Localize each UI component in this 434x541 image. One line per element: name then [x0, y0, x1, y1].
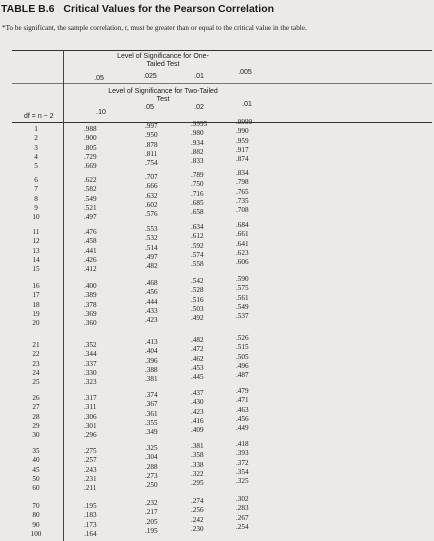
df-value: 26: [32, 394, 40, 402]
critical-value: .349: [145, 428, 158, 437]
critical-value: .811: [145, 149, 158, 158]
df-value: 29: [32, 421, 40, 430]
two-tailed-level-02: .02: [194, 104, 204, 111]
df-value: 28: [32, 412, 40, 421]
df-value: 35: [32, 447, 40, 455]
critical-value: .426: [84, 255, 97, 264]
top-rule: [12, 50, 432, 51]
critical-value: .361: [145, 409, 158, 418]
critical-value: .561: [236, 293, 249, 302]
df-value: 18: [32, 300, 40, 309]
df-value: 2: [34, 134, 38, 143]
critical-value: .295: [191, 479, 204, 488]
critical-value: .988: [84, 125, 97, 133]
critical-value: .980: [191, 129, 204, 138]
critical-value: .441: [84, 246, 97, 255]
one-tailed-level-01: .01: [194, 73, 204, 80]
critical-value: .708: [236, 206, 249, 215]
critical-value: .354: [236, 467, 249, 476]
df-value: 22: [32, 350, 40, 359]
critical-value: .9995: [191, 120, 208, 128]
df-value: 8: [34, 194, 38, 203]
critical-value: .582: [84, 185, 97, 194]
df-column-rule: [63, 50, 64, 541]
critical-value: .449: [236, 424, 249, 433]
critical-value: .789: [191, 171, 204, 179]
critical-value: .325: [145, 444, 158, 452]
critical-value: .323: [84, 378, 97, 387]
df-value: 45: [32, 465, 40, 474]
critical-value: .296: [84, 431, 97, 440]
one-tailed-rule: [12, 83, 432, 84]
critical-value: .765: [236, 187, 249, 196]
critical-value: .404: [145, 347, 158, 356]
df-value: 11: [32, 228, 40, 236]
df-value: 14: [32, 255, 40, 264]
critical-value: .479: [236, 387, 249, 395]
critical-value: .400: [84, 282, 97, 290]
critical-value: .273: [145, 471, 158, 480]
critical-value: .472: [191, 345, 204, 354]
critical-value: .374: [145, 391, 158, 399]
df-value: 5: [34, 162, 38, 171]
critical-value: .355: [145, 418, 158, 427]
table-caption: Critical Values for the Pearson Correlation: [63, 3, 275, 15]
critical-value: .369: [84, 309, 97, 318]
table-number: TABLE B.6: [1, 3, 55, 15]
critical-value: .275: [84, 447, 97, 455]
df-value: 90: [32, 520, 40, 529]
critical-value: .707: [145, 173, 158, 181]
critical-value: .468: [145, 279, 158, 287]
critical-value: .453: [191, 363, 204, 372]
critical-value: .503: [191, 304, 204, 313]
critical-value: .798: [236, 178, 249, 187]
critical-value: .423: [145, 316, 158, 325]
critical-value: .344: [84, 350, 97, 359]
df-value: 25: [32, 378, 40, 387]
critical-value: .729: [84, 152, 97, 161]
critical-value: .242: [191, 515, 204, 524]
df-value: 24: [32, 368, 40, 377]
critical-value: .381: [145, 375, 158, 384]
one-tailed-level-025: .025: [143, 73, 157, 80]
critical-value: .735: [236, 196, 249, 205]
df-value: 17: [32, 291, 40, 300]
critical-value: .306: [84, 412, 97, 421]
critical-value: .482: [191, 336, 204, 344]
critical-value: .274: [191, 497, 204, 505]
df-value: 13: [32, 246, 40, 255]
critical-value: .515: [236, 343, 249, 352]
critical-value: .476: [84, 228, 97, 236]
critical-value: .878: [145, 140, 158, 149]
critical-value: .754: [145, 159, 158, 168]
critical-value: .164: [84, 529, 97, 538]
critical-value: .684: [236, 221, 249, 229]
critical-value: .302: [236, 495, 249, 503]
df-value: 30: [32, 431, 40, 440]
critical-value: .413: [145, 338, 158, 346]
significance-note: *To be significant, the sample correlation, r, must be greater than or equal to the critical value in the table.: [2, 24, 307, 32]
df-value: 50: [32, 474, 40, 483]
critical-value: .950: [145, 131, 158, 140]
critical-value: .606: [236, 258, 249, 267]
critical-value: .311: [84, 403, 97, 412]
critical-value: .874: [236, 155, 249, 164]
df-value: 16: [32, 282, 40, 290]
critical-value: .250: [145, 481, 158, 490]
critical-value: .997: [145, 122, 158, 130]
critical-value: .195: [145, 526, 158, 535]
critical-value: .288: [145, 462, 158, 471]
critical-value: .423: [191, 407, 204, 416]
critical-value: .389: [84, 291, 97, 300]
critical-value: .372: [236, 458, 249, 467]
critical-value: .396: [145, 356, 158, 365]
critical-value: .716: [191, 189, 204, 198]
critical-value: .322: [191, 469, 204, 478]
critical-value: .549: [236, 302, 249, 311]
critical-value: .934: [191, 138, 204, 147]
critical-value: .521: [84, 203, 97, 212]
critical-value: .416: [191, 416, 204, 425]
critical-value: .254: [236, 522, 249, 531]
critical-value: .257: [84, 456, 97, 465]
df-value: 10: [32, 213, 40, 222]
critical-value: .256: [191, 506, 204, 515]
critical-value: .505: [236, 352, 249, 361]
critical-value: .750: [191, 180, 204, 189]
df-value: 60: [32, 484, 40, 493]
critical-value: .330: [84, 368, 97, 377]
one-tailed-header: Level of Significance for One-Tailed Test: [117, 53, 209, 68]
critical-value: .230: [191, 524, 204, 533]
critical-value: .575: [236, 284, 249, 293]
one-tailed-level-005: .005: [238, 69, 252, 76]
critical-value: .456: [236, 414, 249, 423]
df-value: 19: [32, 309, 40, 318]
critical-value: .492: [191, 314, 204, 323]
critical-value: .542: [191, 277, 204, 285]
critical-value: .558: [191, 260, 204, 269]
two-tailed-header: Level of Significance for Two-Tailed Test: [108, 88, 218, 103]
critical-value: .990: [236, 127, 249, 136]
critical-value: .388: [145, 365, 158, 374]
critical-value: .337: [84, 359, 97, 368]
critical-value: .418: [236, 440, 249, 448]
df-value: 1: [34, 125, 38, 133]
critical-value: .661: [236, 230, 249, 239]
critical-value: .205: [145, 517, 158, 526]
critical-value: .622: [84, 176, 97, 184]
critical-value: .217: [145, 508, 158, 517]
critical-value: .882: [191, 147, 204, 156]
critical-value: .243: [84, 465, 97, 474]
critical-value: .623: [236, 248, 249, 257]
df-value: 100: [30, 529, 42, 538]
critical-value: .574: [191, 250, 204, 259]
df-value: 23: [32, 359, 40, 368]
critical-value: .666: [145, 182, 158, 191]
df-value: 70: [32, 502, 40, 510]
critical-value: .183: [84, 511, 97, 520]
critical-value: .471: [236, 396, 249, 405]
critical-value: .634: [191, 223, 204, 231]
critical-value: .482: [145, 262, 158, 271]
critical-value: .900: [84, 134, 97, 143]
critical-value: .211: [84, 484, 97, 493]
critical-value: .590: [236, 275, 249, 283]
df-value: 12: [32, 237, 40, 246]
critical-value: .437: [191, 389, 204, 397]
critical-value: .381: [191, 442, 204, 450]
critical-value: .834: [236, 169, 249, 177]
critical-value: .456: [145, 288, 158, 297]
critical-value: .612: [191, 232, 204, 241]
critical-value: .833: [191, 157, 204, 166]
critical-value: .445: [191, 373, 204, 382]
critical-value: .458: [84, 237, 97, 246]
df-value: 21: [32, 341, 40, 349]
critical-value: .301: [84, 421, 97, 430]
critical-value: .393: [236, 449, 249, 458]
critical-value: .352: [84, 341, 97, 349]
critical-value: .526: [236, 334, 249, 342]
critical-value: .592: [191, 241, 204, 250]
critical-value: .669: [84, 162, 97, 171]
critical-value: .537: [236, 312, 249, 321]
critical-value: .433: [145, 306, 158, 315]
critical-value: .9999: [236, 118, 253, 126]
critical-value: .409: [191, 426, 204, 435]
df-value: 9: [34, 203, 38, 212]
critical-value: .231: [84, 474, 97, 483]
two-tailed-level-10: .10: [96, 109, 106, 116]
critical-value: .430: [191, 398, 204, 407]
df-value: 20: [32, 319, 40, 328]
critical-value: .632: [145, 191, 158, 200]
critical-value: .360: [84, 319, 97, 328]
critical-value: .917: [236, 145, 249, 154]
one-tailed-level-05: .05: [94, 75, 104, 82]
critical-value: .232: [145, 499, 158, 507]
critical-value: .805: [84, 143, 97, 152]
df-value: 7: [34, 185, 38, 194]
critical-value: .463: [236, 405, 249, 414]
critical-value: .378: [84, 300, 97, 309]
critical-value: .528: [191, 286, 204, 295]
two-tailed-level-01: .01: [242, 101, 252, 108]
df-value: 80: [32, 511, 40, 520]
critical-value: .367: [145, 400, 158, 409]
critical-value: .283: [236, 504, 249, 513]
critical-value: .549: [84, 194, 97, 203]
critical-value: .317: [84, 394, 97, 402]
critical-value: .516: [191, 295, 204, 304]
critical-value: .358: [191, 451, 204, 460]
df-value: 27: [32, 403, 40, 412]
critical-value: .641: [236, 239, 249, 248]
critical-value: .462: [191, 354, 204, 363]
two-tailed-level-05: .05: [144, 104, 154, 111]
critical-value: .959: [236, 136, 249, 145]
df-header: df = n − 2: [24, 113, 54, 120]
header-bottom-rule: [12, 122, 432, 123]
critical-value: .685: [191, 198, 204, 207]
critical-value: .173: [84, 520, 97, 529]
critical-value: .497: [84, 213, 97, 222]
critical-value: .267: [236, 513, 249, 522]
critical-value: .412: [84, 265, 97, 274]
critical-value: .338: [191, 460, 204, 469]
critical-value: .195: [84, 502, 97, 510]
critical-value: .576: [145, 210, 158, 219]
table-title: [0, 0, 434, 18]
critical-value: .532: [145, 234, 158, 243]
critical-value: .497: [145, 252, 158, 261]
df-value: 6: [34, 176, 38, 184]
df-value: 40: [32, 456, 40, 465]
df-value: 4: [34, 152, 38, 161]
df-value: 15: [32, 265, 40, 274]
critical-value: .658: [191, 208, 204, 217]
critical-value: .496: [236, 361, 249, 370]
critical-value: .602: [145, 200, 158, 209]
critical-value: .304: [145, 453, 158, 462]
critical-value: .553: [145, 225, 158, 233]
critical-value: .325: [236, 477, 249, 486]
critical-value: .487: [236, 371, 249, 380]
critical-value: .444: [145, 297, 158, 306]
critical-value: .514: [145, 243, 158, 252]
df-value: 3: [34, 143, 38, 152]
